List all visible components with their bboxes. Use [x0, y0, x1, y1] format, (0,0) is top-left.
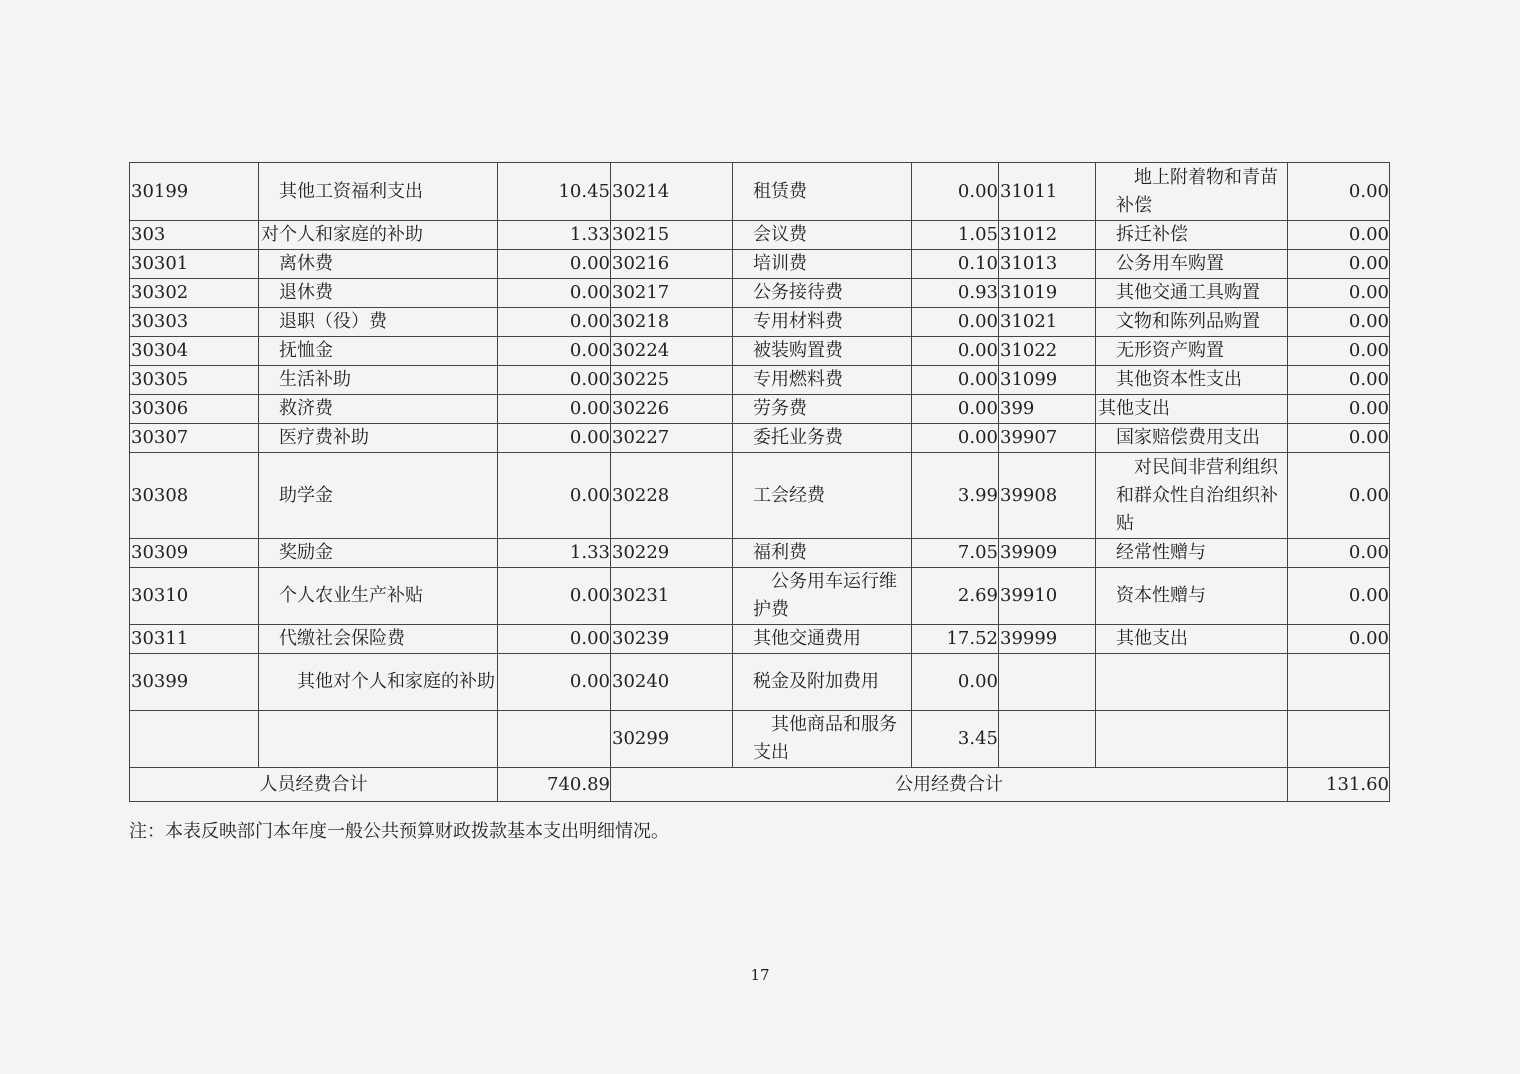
code-cell: [999, 654, 1096, 711]
code-cell: 30303: [130, 308, 259, 337]
code-cell: 30307: [130, 424, 259, 453]
amount-cell: 0.00: [1288, 568, 1390, 625]
code-cell: 30309: [130, 539, 259, 568]
name-cell: 工会经费: [733, 453, 912, 539]
amount-cell: 1.05: [912, 221, 999, 250]
amount-cell: 10.45: [498, 163, 611, 221]
code-cell: 30311: [130, 625, 259, 654]
code-cell: 30310: [130, 568, 259, 625]
amount-cell: 0.00: [912, 395, 999, 424]
code-cell: 30226: [611, 395, 733, 424]
amount-cell: 0.00: [912, 654, 999, 711]
name-cell: 福利费: [733, 539, 912, 568]
amount-cell: 0.00: [1288, 424, 1390, 453]
code-cell: 30239: [611, 625, 733, 654]
name-cell: 公务用车运行维护费: [733, 568, 912, 625]
table-row: [130, 308, 1390, 337]
name-cell: 个人农业生产补贴: [259, 568, 498, 625]
amount-cell: 0.00: [498, 279, 611, 308]
code-cell: 30218: [611, 308, 733, 337]
personnel-total-value: 740.89: [498, 768, 611, 802]
name-cell: 救济费: [259, 395, 498, 424]
amount-cell: 0.00: [912, 424, 999, 453]
amount-cell: [1288, 654, 1390, 711]
table-note: 注：本表反映部门本年度一般公共预算财政拨款基本支出明细情况。: [129, 821, 669, 842]
public-total-value: 131.60: [1288, 768, 1390, 802]
code-cell: 30308: [130, 453, 259, 539]
amount-cell: 0.00: [1288, 453, 1390, 539]
amount-cell: 0.00: [1288, 366, 1390, 395]
code-cell: 30227: [611, 424, 733, 453]
code-cell: [999, 711, 1096, 768]
name-cell: 会议费: [733, 221, 912, 250]
name-cell: 助学金: [259, 453, 498, 539]
name-cell: 其他商品和服务支出: [733, 711, 912, 768]
amount-cell: 0.00: [1288, 308, 1390, 337]
code-cell: 31019: [999, 279, 1096, 308]
code-cell: 31099: [999, 366, 1096, 395]
name-cell: 文物和陈列品购置: [1096, 308, 1288, 337]
table-row: [130, 279, 1390, 308]
budget-expenditure-table: [129, 162, 1390, 802]
name-cell: 医疗费补助: [259, 424, 498, 453]
amount-cell: 0.00: [912, 337, 999, 366]
personnel-total-label: 人员经费合计: [130, 768, 498, 802]
code-cell: 30305: [130, 366, 259, 395]
name-cell: 公务用车购置: [1096, 250, 1288, 279]
code-cell: 30225: [611, 366, 733, 395]
name-cell: 被装购置费: [733, 337, 912, 366]
amount-cell: 7.05: [912, 539, 999, 568]
code-cell: 30306: [130, 395, 259, 424]
amount-cell: 0.00: [1288, 625, 1390, 654]
table-row: [130, 366, 1390, 395]
name-cell: 地上附着物和青苗补偿: [1096, 163, 1288, 221]
code-cell: 399: [999, 395, 1096, 424]
name-cell: 劳务费: [733, 395, 912, 424]
table-row: [130, 654, 1390, 711]
amount-cell: [498, 711, 611, 768]
amount-cell: 0.00: [1288, 279, 1390, 308]
code-cell: 30399: [130, 654, 259, 711]
name-cell: 其他交通工具购置: [1096, 279, 1288, 308]
table-row: [130, 395, 1390, 424]
amount-cell: 1.33: [498, 539, 611, 568]
name-cell: 对民间非营利组织和群众性自治组织补贴: [1096, 453, 1288, 539]
code-cell: 39909: [999, 539, 1096, 568]
code-cell: 31013: [999, 250, 1096, 279]
amount-cell: 0.00: [1288, 337, 1390, 366]
code-cell: [130, 711, 259, 768]
totals-row: [130, 768, 1390, 802]
name-cell: 专用材料费: [733, 308, 912, 337]
name-cell: [1096, 711, 1288, 768]
amount-cell: 0.00: [1288, 395, 1390, 424]
amount-cell: 2.69: [912, 568, 999, 625]
amount-cell: 0.00: [1288, 250, 1390, 279]
name-cell: 其他工资福利支出: [259, 163, 498, 221]
code-cell: 30215: [611, 221, 733, 250]
table-row: [130, 711, 1390, 768]
code-cell: 31012: [999, 221, 1096, 250]
amount-cell: 0.00: [498, 308, 611, 337]
code-cell: 30302: [130, 279, 259, 308]
amount-cell: 1.33: [498, 221, 611, 250]
amount-cell: 0.00: [912, 163, 999, 221]
name-cell: [1096, 654, 1288, 711]
name-cell: 培训费: [733, 250, 912, 279]
amount-cell: 0.00: [498, 654, 611, 711]
name-cell: 其他对个人和家庭的补助: [259, 654, 498, 711]
code-cell: 31011: [999, 163, 1096, 221]
code-cell: 303: [130, 221, 259, 250]
table-row: [130, 625, 1390, 654]
name-cell: 资本性赠与: [1096, 568, 1288, 625]
name-cell: 奖励金: [259, 539, 498, 568]
amount-cell: 0.00: [498, 568, 611, 625]
name-cell: 抚恤金: [259, 337, 498, 366]
table-row: [130, 424, 1390, 453]
code-cell: 39999: [999, 625, 1096, 654]
name-cell: 其他交通费用: [733, 625, 912, 654]
name-cell: 其他资本性支出: [1096, 366, 1288, 395]
amount-cell: 17.52: [912, 625, 999, 654]
amount-cell: 0.93: [912, 279, 999, 308]
amount-cell: 0.00: [498, 250, 611, 279]
code-cell: 39910: [999, 568, 1096, 625]
table-row: [130, 250, 1390, 279]
name-cell: 生活补助: [259, 366, 498, 395]
name-cell: 无形资产购置: [1096, 337, 1288, 366]
code-cell: 30304: [130, 337, 259, 366]
name-cell: 其他支出: [1096, 625, 1288, 654]
amount-cell: 0.00: [1288, 163, 1390, 221]
code-cell: 30216: [611, 250, 733, 279]
code-cell: 30231: [611, 568, 733, 625]
amount-cell: 3.99: [912, 453, 999, 539]
amount-cell: 0.10: [912, 250, 999, 279]
amount-cell: 0.00: [498, 366, 611, 395]
code-cell: 31021: [999, 308, 1096, 337]
table-row: [130, 221, 1390, 250]
amount-cell: [1288, 711, 1390, 768]
code-cell: 30217: [611, 279, 733, 308]
amount-cell: 0.00: [1288, 221, 1390, 250]
name-cell: 经常性赠与: [1096, 539, 1288, 568]
name-cell: [259, 711, 498, 768]
table-row: [130, 453, 1390, 539]
name-cell: 委托业务费: [733, 424, 912, 453]
table-row: [130, 163, 1390, 221]
code-cell: 39908: [999, 453, 1096, 539]
code-cell: 30229: [611, 539, 733, 568]
name-cell: 国家赔偿费用支出: [1096, 424, 1288, 453]
amount-cell: 0.00: [912, 308, 999, 337]
name-cell: 公务接待费: [733, 279, 912, 308]
public-total-label: 公用经费合计: [611, 768, 1288, 802]
amount-cell: 0.00: [498, 424, 611, 453]
name-cell: 对个人和家庭的补助: [259, 221, 498, 250]
amount-cell: 0.00: [498, 625, 611, 654]
name-cell: 税金及附加费用: [733, 654, 912, 711]
code-cell: 31022: [999, 337, 1096, 366]
name-cell: 专用燃料费: [733, 366, 912, 395]
name-cell: 离休费: [259, 250, 498, 279]
code-cell: 30199: [130, 163, 259, 221]
code-cell: 30299: [611, 711, 733, 768]
table-row: [130, 568, 1390, 625]
name-cell: 其他支出: [1096, 395, 1288, 424]
name-cell: 代缴社会保险费: [259, 625, 498, 654]
amount-cell: 0.00: [498, 453, 611, 539]
code-cell: 30224: [611, 337, 733, 366]
page-number: 17: [750, 966, 770, 984]
amount-cell: 3.45: [912, 711, 999, 768]
amount-cell: 0.00: [912, 366, 999, 395]
table-row: [130, 539, 1390, 568]
code-cell: 30228: [611, 453, 733, 539]
code-cell: 30214: [611, 163, 733, 221]
code-cell: 39907: [999, 424, 1096, 453]
name-cell: 退休费: [259, 279, 498, 308]
amount-cell: 0.00: [498, 337, 611, 366]
name-cell: 退职（役）费: [259, 308, 498, 337]
name-cell: 租赁费: [733, 163, 912, 221]
table-row: [130, 337, 1390, 366]
name-cell: 拆迁补偿: [1096, 221, 1288, 250]
code-cell: 30301: [130, 250, 259, 279]
amount-cell: 0.00: [1288, 539, 1390, 568]
amount-cell: 0.00: [498, 395, 611, 424]
code-cell: 30240: [611, 654, 733, 711]
